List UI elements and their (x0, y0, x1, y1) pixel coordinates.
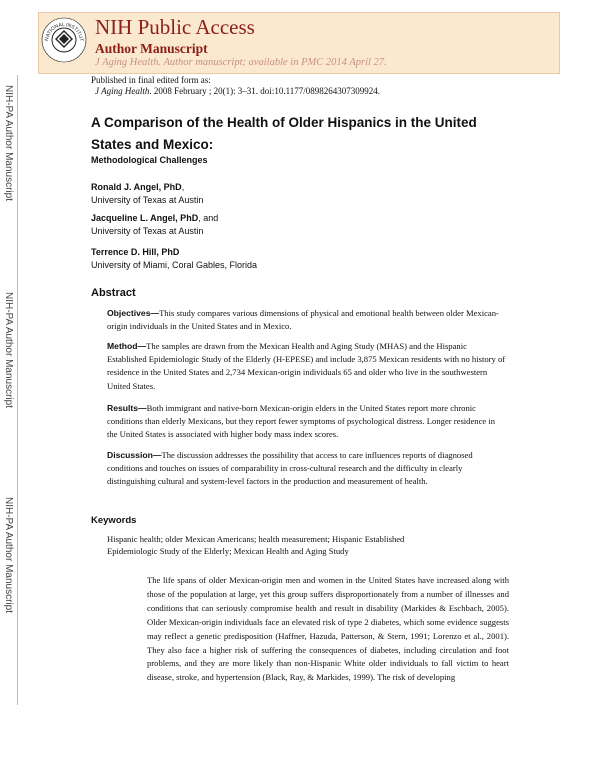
objectives-label: Objectives— (107, 308, 160, 318)
author-name-text: Terrence D. Hill, PhD (91, 247, 180, 257)
results-label: Results— (107, 403, 147, 413)
article-title: A Comparison of the Health of Older Hispanics in the United States and Mexico: (91, 115, 477, 152)
article-subtitle: Methodological Challenges (91, 155, 208, 165)
body-paragraph: The life spans of older Mexican-origin men and women in the United States have increased along with those of the population at large, yet this group suffers disproportionately from a number of illnesses and conditions that can seriously compromise health and result in disability (Markides & Eschbach, 2005). Older Mexican-origin individuals face an elevated risk of type 2 diabetes, which some evidence suggests may reflect a genetic predisposition (Haffner, Hazuda, Patterson, & Stern, 1991; Lorenzo et al., 2001). They also face a higher risk of suffering the consequences of diabetes, including circulation and foot problems, and they are more likely than non-Hispanic White older individuals to fall victim to heart disease, stroke, and hypertension (Black, Ray, & Markides, 1999). The risk of developing (147, 575, 509, 683)
method-text: The samples are drawn from the Mexican Health and Aging Study (MHAS) and the Hispanic Established Epidemiologic Study of the Elderly (H-EPESE) and include 3,875 Mexican residents with no history of residence in the United States and 2,734 Mexican-origin individuals 65 and older who live in the southwestern United States. (107, 341, 506, 391)
keywords-text: Hispanic health; older Mexican Americans; health measurement; Hispanic Established Epidemiologic Study of the Elderly; Mexican Health and Aging Study (107, 534, 405, 556)
author-name (91, 213, 218, 223)
author-affiliation: University of Miami, Coral Gables, Florida (91, 260, 258, 270)
sidebar-label-top: NIH-PA Author Manuscript (3, 85, 14, 201)
nih-seal-icon (39, 14, 89, 64)
sidebar-label-mid: NIH-PA Author Manuscript (3, 292, 14, 408)
pmc-citation: J Aging Health. Author manuscript; available in PMC 2014 April 27. (95, 57, 387, 68)
svg-text:NATIONAL INSTITUTES OF HEALTH: NATIONAL INSTITUT (43, 21, 85, 42)
abstract-results (107, 402, 507, 442)
author-suffix: , (181, 182, 185, 192)
discussion-text: The discussion addresses the possibility that access to care influences reports of diagnosed conditions and touches on issues of comparability in cross-cultural research and the difficulty in clearly distinguishing cultural and system-level factors in the production and measurement of health. (107, 450, 473, 487)
nih-public-access-title: NIH Public Access (95, 15, 255, 39)
keywords-heading: Keywords (91, 515, 137, 526)
published-in-label: Published in final edited form as: (91, 75, 211, 85)
objectives-text: This study compares various dimensions of physical and emotional health between older Mexican-origin individuals in the United States and in Mexico. (107, 308, 499, 332)
sidebar-label-bottom: NIH-PA Author Manuscript (3, 497, 14, 613)
abstract-method (107, 340, 507, 393)
sidebar-rule (17, 75, 18, 705)
nih-logo (39, 14, 89, 64)
author-manuscript-label: Author Manuscript (95, 41, 208, 56)
discussion-label: Discussion— (107, 450, 162, 460)
author-name (91, 182, 184, 192)
abstract-discussion (107, 449, 507, 489)
results-text: Both immigrant and native-born Mexican-origin elders in the United States report more chronic conditions than elderly Mexicans, but they report fewer symptoms of psychological distress. Longer residence in the United States is associated with higher body mass index scores. (107, 403, 496, 440)
author-affiliation: University of Texas at Austin (91, 226, 204, 236)
abstract-objectives (107, 307, 507, 333)
author-name (91, 247, 179, 257)
author-name-text: Jacqueline L. Angel, PhD (91, 213, 199, 223)
abstract-heading: Abstract (91, 287, 136, 299)
journal-citation-rest: . 2008 February ; 20(1): 3–31. doi:10.1177/0898264307309924. (149, 86, 380, 96)
method-label: Method— (107, 341, 147, 351)
journal-citation (95, 86, 380, 96)
author-name-text: Ronald J. Angel, PhD (91, 182, 182, 192)
author-affiliation: University of Texas at Austin (91, 195, 204, 205)
author-suffix: , and (198, 213, 219, 223)
journal-name: J Aging Health (95, 86, 150, 96)
